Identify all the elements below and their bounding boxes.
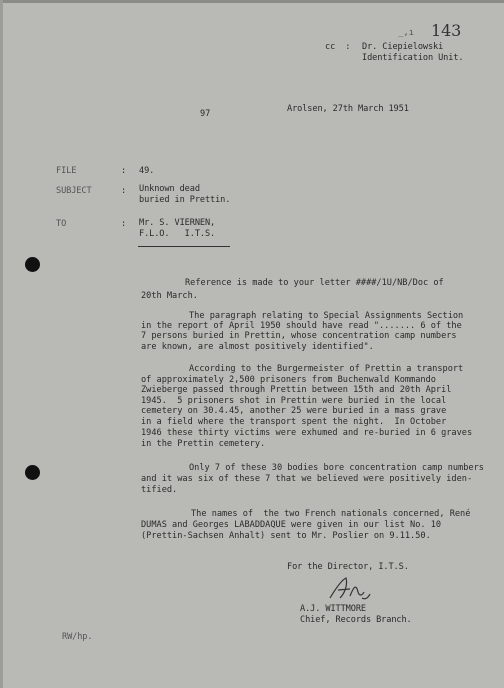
paragraph-4-line-2: and it was six of these 7 that we believed were positively iden- xyxy=(141,474,473,484)
paragraph-2-line-3: 7 persons buried in Prettin, whose concentration camp numbers xyxy=(141,331,457,341)
to-line-2: F.L.O. I.T.S. xyxy=(139,229,216,239)
to-colon: : xyxy=(121,219,127,229)
file-colon: : xyxy=(121,166,127,176)
cc-prefix: cc : xyxy=(325,42,351,52)
signatory-title: Chief, Records Branch. xyxy=(300,615,412,625)
punch-hole-bottom xyxy=(25,465,40,480)
scan-edge-top xyxy=(0,0,504,3)
to-line-1: Mr. S. VIERNEN, xyxy=(139,218,216,228)
paragraph-3-line-1: According to the Burgermeister of Prettin a transport xyxy=(189,364,464,374)
scan-edge-left xyxy=(0,0,3,688)
page-number: 143 xyxy=(431,21,462,40)
paragraph-3-line-8: in the Prettin cemetery. xyxy=(141,439,266,449)
paragraph-3-line-7: 1946 these thirty victims were exhumed and re-buried in 6 graves xyxy=(141,428,473,438)
paragraph-5-line-3: (Prettin-Sachsen Anhalt) sent to Mr. Poslier on 9.11.50. xyxy=(141,531,431,541)
paragraph-1-line-2: 20th March. xyxy=(141,291,198,301)
subject-colon: : xyxy=(121,186,127,196)
signature-for-line: For the Director, I.T.S. xyxy=(287,562,409,572)
handwritten-signature xyxy=(326,574,372,604)
signatory-name: A.J. WITTMORE xyxy=(300,604,366,614)
paragraph-2-line-2: in the report of April 1950 should have read "....... 6 of the xyxy=(141,321,462,331)
file-label: FILE xyxy=(56,166,77,176)
reference-number: 97 xyxy=(200,109,211,119)
paragraph-3-line-4: 1945. 5 prisoners shot in Prettin were buried in the local xyxy=(141,396,447,406)
subject-label: SUBJECT xyxy=(56,186,92,196)
file-value: 49. xyxy=(139,166,155,176)
paragraph-1-line-1: Reference is made to your letter ####/1U/NB/Doc of xyxy=(185,278,444,288)
subject-line-1: Unknown dead xyxy=(139,184,200,194)
paragraph-3-line-2: of approximately 2,500 prisoners from Buchenwald Kommando xyxy=(141,375,436,385)
paragraph-2-line-4: are known, are almost positively identified". xyxy=(141,342,374,352)
paragraph-3-line-5: cemetery on 30.4.45, another 25 were buried in a mass grave xyxy=(141,406,447,416)
paragraph-2-line-1: The paragraph relating to Special Assignments Section xyxy=(189,311,464,321)
to-label: TO xyxy=(56,219,67,229)
paragraph-3-line-6: in a field where the transport spent the night. In October xyxy=(141,417,447,427)
paragraph-4-line-3: tified. xyxy=(141,485,178,495)
to-underline xyxy=(138,246,230,247)
punch-hole-top xyxy=(25,257,40,272)
cc-unit: Identification Unit. xyxy=(362,53,464,63)
paragraph-5-line-1: The names of the two French nationals concerned, René xyxy=(191,509,471,519)
paragraph-3-line-3: Zwieberge passed through Prettin between 15th and 20th April xyxy=(141,385,452,395)
paragraph-4-line-1: Only 7 of these 30 bodies bore concentration camp numbers xyxy=(189,463,484,473)
typist-initials: RW/hp. xyxy=(62,632,93,642)
paragraph-5-line-2: DUMAS and Georges LABADDAQUE were given in our list No. 10 xyxy=(141,520,442,530)
page-mark: _‚ı xyxy=(398,28,414,38)
place-date: Arolsen, 27th March 1951 xyxy=(287,104,409,114)
cc-name: Dr. Ciepielowski xyxy=(362,42,444,52)
subject-line-2: buried in Prettin. xyxy=(139,195,231,205)
